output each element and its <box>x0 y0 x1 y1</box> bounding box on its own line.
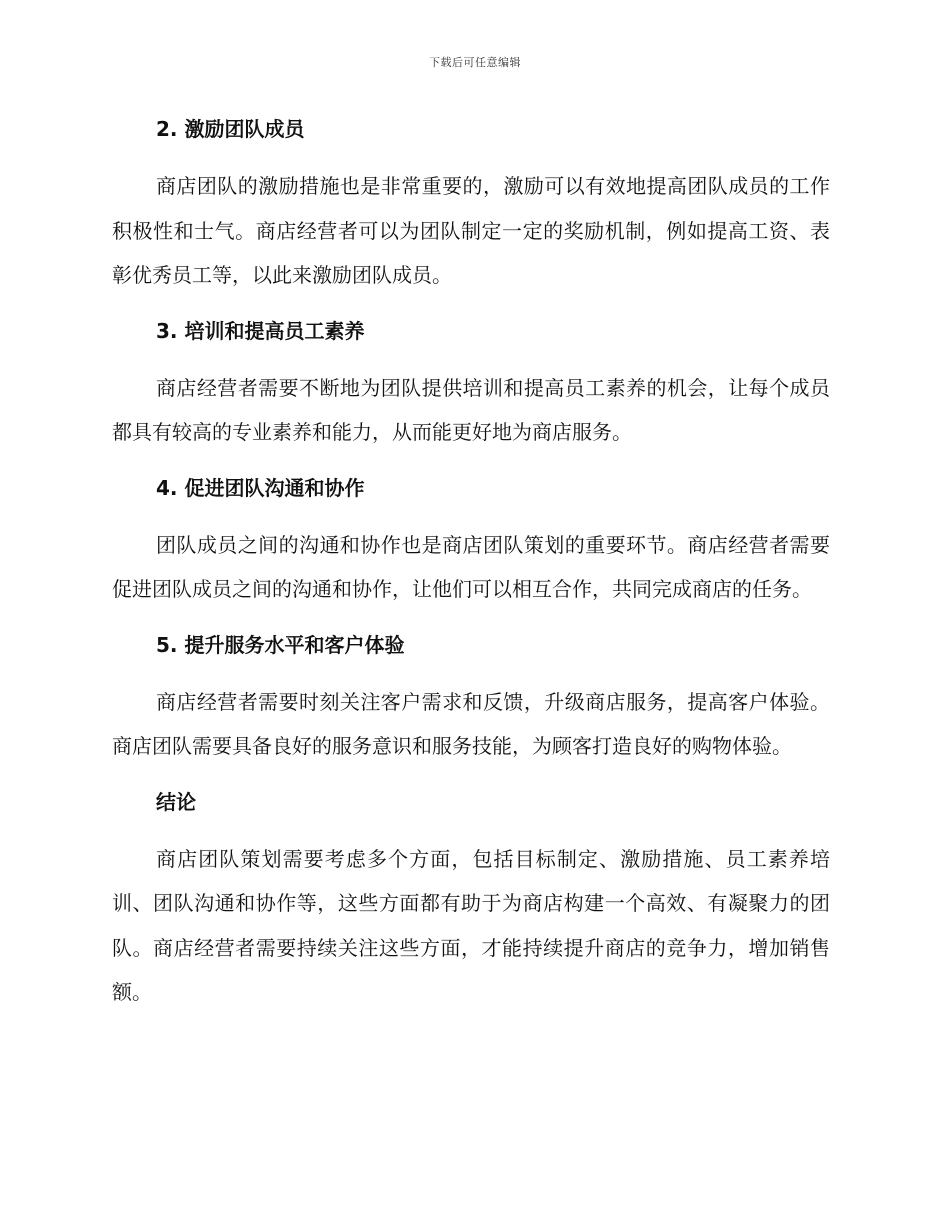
section-heading-training: 3. 培训和提高员工素养 <box>156 318 365 343</box>
section-body-conclusion: 商店团队策划需要考虑多个方面，包括目标制定、激励措施、员工素养培训、团队沟通和协作等，这些方面都有助于为商店构建一个高效、有凝聚力的团队。商店经营者需要持续关注这些方面，才能持续提升商店的竞争力，增加销售额。 <box>112 846 830 1004</box>
document-content <box>112 112 830 1015</box>
section-body-training: 商店经营者需要不断地为团队提供培训和提高员工素养的机会，让每个成员都具有较高的专业素养和能力，从而能更好地为商店服务。 <box>112 375 830 444</box>
section-heading-conclusion: 结论 <box>156 789 196 814</box>
section-heading-service: 5. 提升服务水平和客户体验 <box>156 632 405 657</box>
section-body-motivate: 商店团队的激励措施也是非常重要的，激励可以有效地提高团队成员的工作积极性和士气。商店经营者可以为团队制定一定的奖励机制，例如提高工资、表彰优秀员工等，以此来激励团队成员。 <box>112 174 830 287</box>
section-heading-communication: 4. 促进团队沟通和协作 <box>156 475 365 500</box>
header-note: 下载后可任意编辑 <box>429 56 521 69</box>
section-heading-motivate: 2. 激励团队成员 <box>156 117 305 141</box>
section-body-communication: 团队成员之间的沟通和协作也是商店团队策划的重要环节。商店经营者需要促进团队成员之间的沟通和协作，让他们可以相互合作，共同完成商店的任务。 <box>112 532 830 601</box>
section-body-service: 商店经营者需要时刻关注客户需求和反馈，升级商店服务，提高客户体验。商店团队需要具备良好的服务意识和服务技能，为顾客打造良好的购物体验。 <box>112 689 830 758</box>
